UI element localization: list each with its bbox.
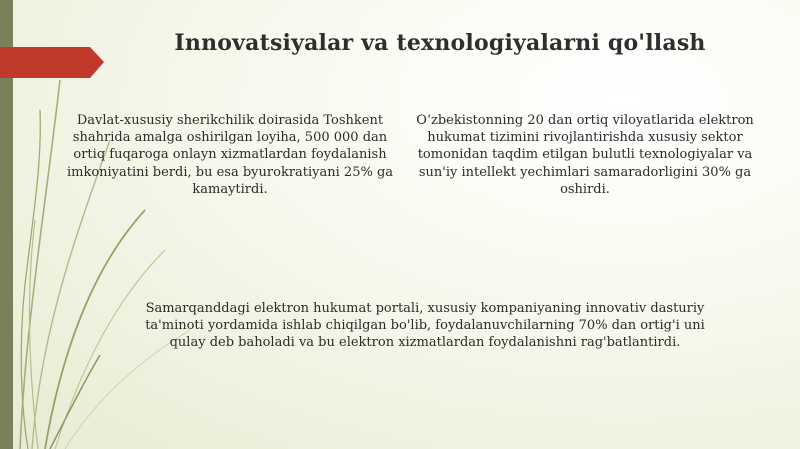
red-arrow-shape <box>0 0 110 110</box>
text-block-right: O‘zbekistonning 20 dan ortiq viloyatlarida elektron hukumat tizimini rivojlantirishda xususiy sektor tomonidan taqdim etilgan bulutli texnologiyalar va sun'iy intellekt yechimlari samaradorligini 30% ga oshirdi. <box>416 113 754 197</box>
text-block-left: Davlat-xususiy sherikchilik doirasida Toshkent shahrida amalga oshirilgan loyiha, 500 000 dan ortiq fuqaroga onlayn xizmatlardan foydalanish imkoniyatini berdi, bu esa byurokratiyani 25% ga kamaytirdi. <box>66 113 394 197</box>
text-block-bottom: Samarqanddagi elektron hukumat portali, xususiy kompaniyaning innovativ dasturiy ta'minoti yordamida ishlab chiqilgan bo'lib, foydalanuvchilarning 70% dan ortig'i uni qulay deb baholadi va bu elektron xizmatlardan foydalanishni rag'batlantirdi. <box>145 301 705 351</box>
slide-title: Innovatsiyalar va texnologiyalarni qo'llash <box>174 30 706 56</box>
